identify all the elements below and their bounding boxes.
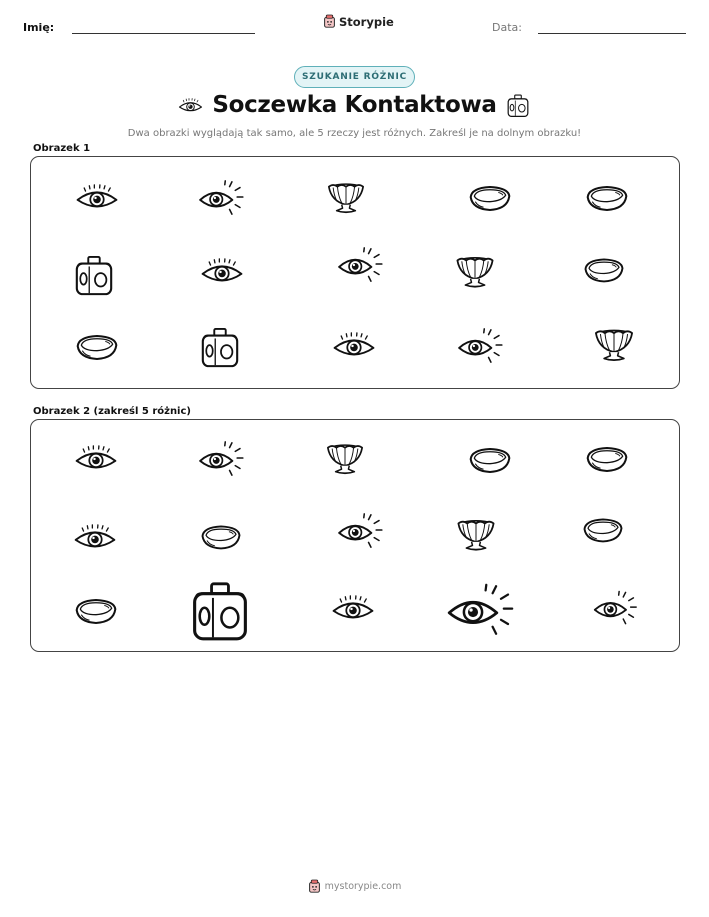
picture1-contact-lens-icon[interactable] <box>74 330 120 364</box>
picture2-eye-sparkle-icon[interactable] <box>444 582 516 638</box>
picture2-eye-icon[interactable] <box>73 523 117 555</box>
picture2-lens-bowl-icon[interactable] <box>323 440 367 476</box>
picture1-lens-bowl-icon[interactable] <box>324 179 368 215</box>
date-line[interactable] <box>538 33 686 34</box>
picture2-eye-icon[interactable] <box>74 445 118 475</box>
brand-name: Storypie <box>339 14 394 29</box>
picture1-eye-icon[interactable] <box>331 332 377 362</box>
picture1-eye-icon[interactable] <box>199 258 245 288</box>
date-label: Data: <box>492 21 522 34</box>
picture2-contact-lens-icon[interactable] <box>467 443 513 477</box>
picture1-contact-lens-icon[interactable] <box>467 181 513 215</box>
brand <box>323 14 394 29</box>
picture1-contact-lens-icon[interactable] <box>582 254 626 286</box>
picture2-eye-sparkle-icon[interactable] <box>336 512 384 550</box>
picture2-lens-bowl-icon[interactable] <box>454 515 498 553</box>
picture2-panel[interactable] <box>30 419 680 652</box>
picture1-eye-sparkle-icon[interactable] <box>456 327 504 365</box>
picture1-lens-bowl-icon[interactable] <box>453 252 497 290</box>
storypie-logo-icon <box>308 879 321 894</box>
picture2-contact-lens-icon[interactable] <box>199 520 243 554</box>
picture1-eye-sparkle-icon[interactable] <box>197 179 245 217</box>
picture2-eye-sparkle-icon[interactable] <box>197 440 245 478</box>
picture1-eye-icon[interactable] <box>74 184 120 214</box>
picture2-eye-sparkle-icon[interactable] <box>592 589 638 627</box>
instructions: Dwa obrazki wyglądają tak samo, ale 5 rzeczy jest różnych. Zakreśl je na dolnym obrazku! <box>127 128 582 139</box>
picture1-eye-sparkle-icon[interactable] <box>336 246 384 284</box>
picture1-lens-case-icon[interactable] <box>199 327 241 369</box>
footer <box>0 879 709 894</box>
name-label: Imię: <box>23 21 55 34</box>
footer-url: mystorypie.com <box>324 881 402 892</box>
picture1-contact-lens-icon[interactable] <box>584 181 630 215</box>
name-line[interactable] <box>72 33 255 34</box>
picture2-label: Obrazek 2 (zakreśl 5 różnic) <box>33 406 191 417</box>
storypie-logo-icon <box>323 14 336 29</box>
page-title: Soczewka Kontaktowa <box>212 92 497 118</box>
picture1-lens-bowl-icon[interactable] <box>591 325 637 363</box>
picture2-eye-icon[interactable] <box>330 595 376 625</box>
picture2-lens-case-icon[interactable] <box>189 581 251 643</box>
picture1-label: Obrazek 1 <box>33 143 91 154</box>
picture2-contact-lens-icon[interactable] <box>581 514 625 546</box>
contact-lens-case-icon <box>506 94 530 118</box>
picture2-contact-lens-icon[interactable] <box>73 594 119 628</box>
activity-badge: SZUKANIE RÓŻNIC <box>294 66 415 88</box>
picture1-lens-case-icon[interactable] <box>73 255 115 297</box>
picture1-panel[interactable] <box>30 156 680 389</box>
picture2-contact-lens-icon[interactable] <box>584 442 630 476</box>
